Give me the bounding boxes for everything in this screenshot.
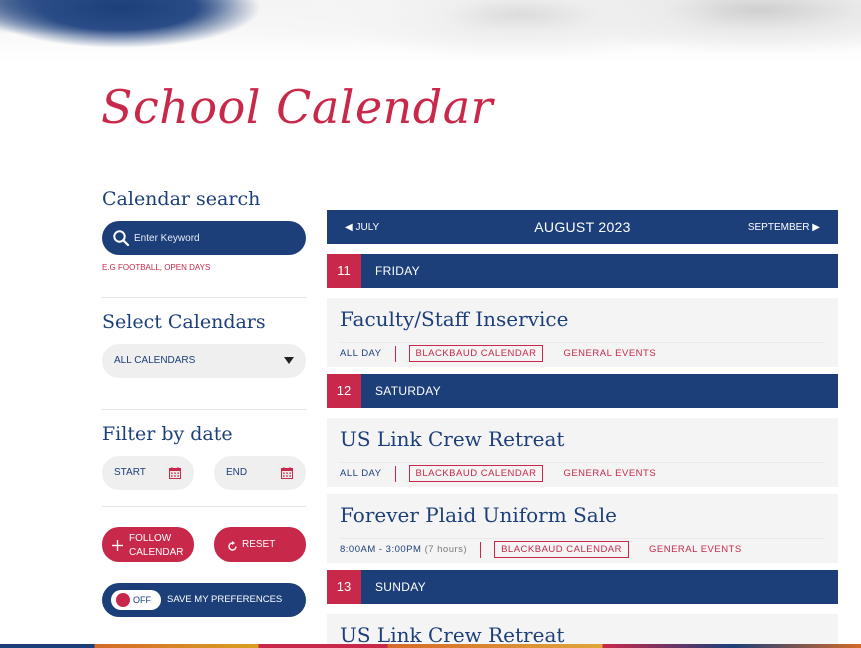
event-time: ALL DAY	[340, 348, 382, 359]
day-header	[327, 570, 838, 604]
divider	[102, 409, 306, 410]
day-name: SATURDAY	[375, 384, 441, 398]
divider	[340, 462, 825, 463]
reset-button[interactable]	[214, 527, 306, 562]
divider	[340, 538, 825, 539]
divider	[340, 342, 825, 343]
toggle-state: OFF	[133, 595, 151, 605]
current-month: AUGUST 2023	[534, 219, 631, 235]
follow-calendar-button[interactable]	[102, 527, 194, 562]
day-number: 11	[327, 254, 361, 288]
category-link[interactable]: GENERAL EVENTS	[649, 544, 742, 555]
save-preferences-bar	[102, 583, 306, 617]
follow-label-line2: CALENDAR	[129, 547, 184, 558]
calendar-tag[interactable]: BLACKBAUD CALENDAR	[409, 345, 544, 362]
start-date-field[interactable]	[102, 456, 194, 490]
page-title: School Calendar	[101, 80, 494, 134]
refresh-icon	[227, 539, 238, 557]
event-time: 8:00AM - 3:00PM	[340, 544, 422, 555]
prev-month-label: JULY	[355, 222, 380, 233]
calendar-tag[interactable]: BLACKBAUD CALENDAR	[494, 541, 629, 558]
caret-right-icon: ▶	[809, 222, 820, 233]
event-card[interactable]	[327, 418, 838, 487]
save-preferences-label: SAVE MY PREFERENCES	[167, 594, 283, 605]
next-month-label: SEPTEMBER	[747, 222, 810, 233]
calendar-select-value: ALL CALENDARS	[114, 355, 196, 366]
event-duration: (7 hours)	[424, 544, 468, 555]
day-name: SUNDAY	[375, 580, 426, 594]
event-meta	[340, 465, 656, 482]
reset-label: RESET	[242, 539, 276, 550]
search-box	[102, 221, 306, 255]
plus-icon	[112, 538, 123, 556]
day-number: 12	[327, 374, 361, 408]
calendar-icon[interactable]	[281, 466, 293, 478]
event-title[interactable]: Faculty/Staff Inservice	[340, 307, 569, 331]
event-time: ALL DAY	[340, 468, 382, 479]
start-date-placeholder: START	[114, 467, 146, 478]
search-hint: E.G FOOTBALL, OPEN DAYS	[102, 263, 211, 272]
select-calendars-heading: Select Calendars	[102, 311, 266, 333]
event-card[interactable]	[327, 494, 838, 563]
toggle-knob	[116, 593, 130, 607]
day-number: 13	[327, 570, 361, 604]
calendar-icon[interactable]	[169, 466, 181, 478]
separator	[395, 466, 396, 482]
end-date-field[interactable]	[214, 456, 306, 490]
day-name: FRIDAY	[375, 264, 420, 278]
category-link[interactable]: GENERAL EVENTS	[563, 348, 657, 359]
follow-label-line1: FOLLOW	[129, 533, 172, 544]
search-input[interactable]	[134, 229, 294, 247]
category-link[interactable]: GENERAL EVENTS	[563, 468, 657, 479]
divider	[102, 506, 306, 507]
day-header	[327, 374, 838, 408]
filter-by-date-heading: Filter by date	[102, 423, 233, 445]
end-date-placeholder: END	[226, 467, 248, 478]
event-title[interactable]: US Link Crew Retreat	[340, 623, 565, 644]
divider	[102, 297, 306, 298]
event-title[interactable]: US Link Crew Retreat	[340, 427, 565, 451]
next-month-link[interactable]	[748, 222, 820, 233]
caret-down-icon	[284, 357, 294, 364]
header-cloud-banner	[0, 0, 861, 62]
search-icon[interactable]	[112, 229, 130, 247]
day-header	[327, 254, 838, 288]
preferences-toggle[interactable]	[111, 590, 161, 610]
footer-color-stripe	[0, 644, 861, 648]
separator	[480, 542, 481, 558]
event-meta	[340, 541, 742, 558]
calendar-tag[interactable]: BLACKBAUD CALENDAR	[409, 465, 544, 482]
event-card[interactable]	[327, 298, 838, 367]
event-card[interactable]	[327, 614, 838, 644]
separator	[395, 346, 396, 362]
event-meta	[340, 345, 656, 362]
caret-left-icon: ◀	[345, 222, 356, 233]
calendar-select[interactable]	[102, 344, 306, 378]
month-navigation	[327, 210, 838, 244]
calendar-search-heading: Calendar search	[102, 188, 261, 210]
event-title[interactable]: Forever Plaid Uniform Sale	[340, 503, 617, 527]
